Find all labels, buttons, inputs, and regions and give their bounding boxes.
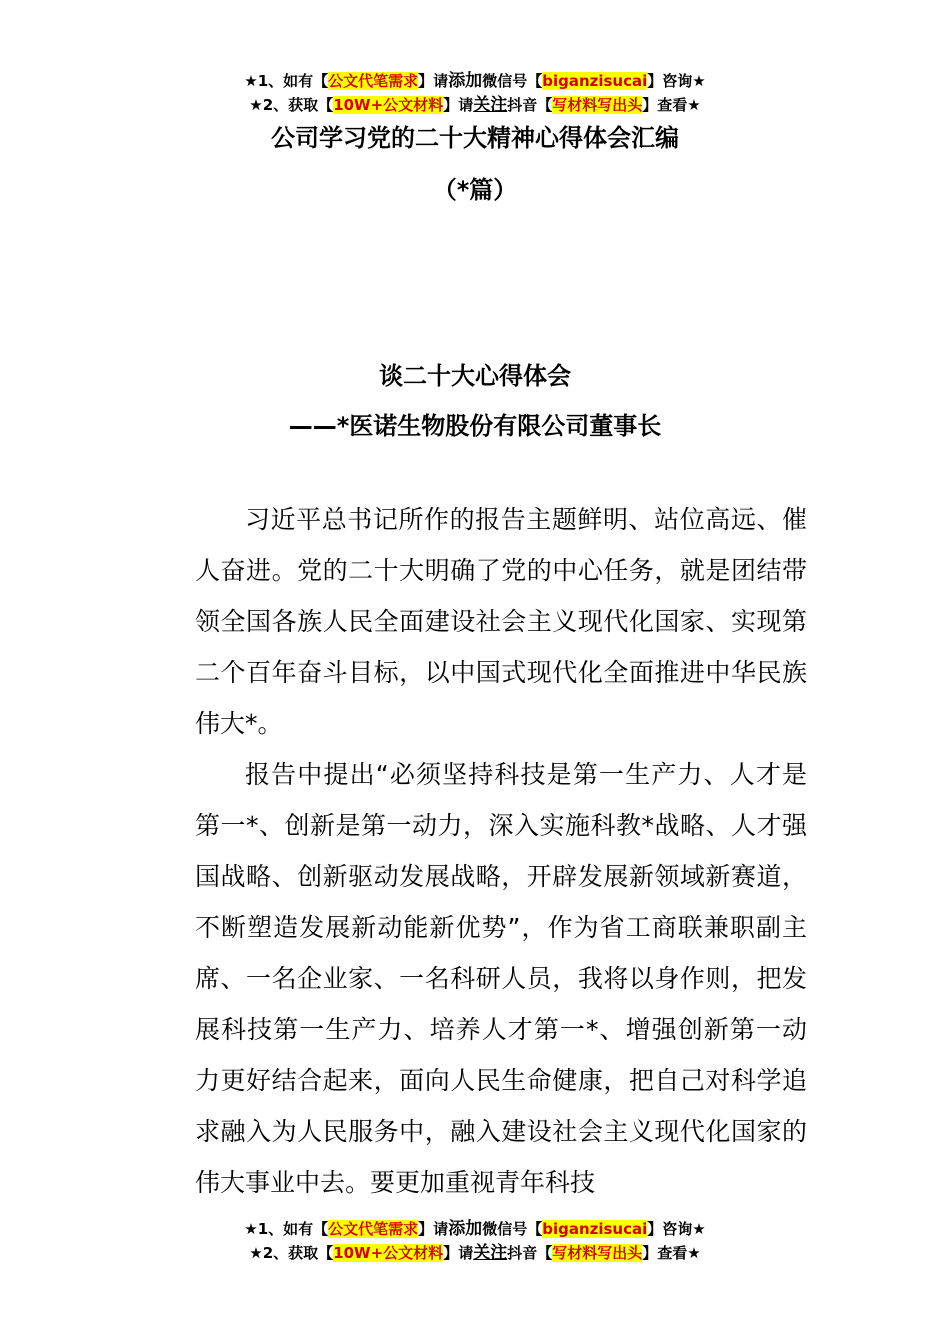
banner-line-1	[0, 1218, 950, 1240]
document-title: 公司学习党的二十大精神心得体会汇编	[271, 124, 679, 152]
banner-text: 抖音【	[507, 1244, 553, 1262]
banner-text: 微信号【	[482, 72, 543, 90]
article-title: 谈二十大心得体会	[379, 362, 571, 390]
banner-highlight: 10W+公文材料	[333, 1244, 444, 1262]
banner-emphasis: 关注	[473, 1243, 508, 1263]
banner-highlight: 10W+公文材料	[333, 96, 444, 114]
banner-text: ★2、获取【	[249, 96, 334, 114]
banner-text: ★1、如有【	[244, 1220, 329, 1238]
banner-text: 】请	[418, 72, 449, 90]
banner-text: 】请	[443, 96, 474, 114]
banner-highlight: 写材料写出头	[552, 1244, 643, 1262]
banner-highlight: 公文代笔需求	[328, 72, 419, 90]
banner-emphasis: 添加	[448, 71, 483, 91]
banner-text: ★1、如有【	[244, 72, 329, 90]
banner-text: 】查看★	[642, 1244, 701, 1262]
banner-line-2	[0, 1242, 950, 1264]
banner-text: ★2、获取【	[249, 1244, 334, 1262]
banner-highlight: 公文代笔需求	[328, 1220, 419, 1238]
banner-text: 】请	[443, 1244, 474, 1262]
banner-text: 微信号【	[482, 1220, 543, 1238]
banner-text: 】请	[418, 1220, 449, 1238]
document-subtitle: （*篇）	[432, 176, 518, 204]
paragraph: 报告中提出“必须坚持科技是第一生产力、人才是第一*、创新是第一动力，深入实施科教*战略、人才强国战略、创新驱动发展战略，开辟发展新领域新赛道，不断塑造发展新动能新优势”，作为省工商联兼职副主席、一名企业家、一名科研人员，我将以身作则，把发展科技第一生产力、培养人才第一*、增强创新第一动力更好结合起来，面向人民生命健康，把自己对科学追求融入为人民服务中，融入建设社会主义现代化国家的伟大事业中去。要更加重视青年科技	[195, 760, 807, 1197]
banner-emphasis: 添加	[448, 1219, 483, 1239]
banner-highlight: biganzisucai	[542, 1220, 648, 1238]
banner-line-1	[0, 70, 950, 92]
article-byline: ——*医诺生物股份有限公司董事长	[288, 412, 662, 440]
banner-highlight: biganzisucai	[542, 72, 648, 90]
banner-text: 】咨询★	[647, 72, 706, 90]
banner-line-2	[0, 94, 950, 116]
paragraph: 习近平总书记所作的报告主题鲜明、站位高远、催人奋进。党的二十大明确了党的中心任务，就是团结带领全国各族人民全面建设社会主义现代化国家、实现第二个百年奋斗目标，以中国式现代化全面推进中华民族伟大*。	[195, 505, 807, 738]
banner-emphasis: 关注	[473, 95, 508, 115]
banner-text: 】咨询★	[647, 1220, 706, 1238]
banner-highlight: 写材料写出头	[552, 96, 643, 114]
banner-text: 】查看★	[642, 96, 701, 114]
banner-text: 抖音【	[507, 96, 553, 114]
article-body	[195, 494, 807, 1208]
